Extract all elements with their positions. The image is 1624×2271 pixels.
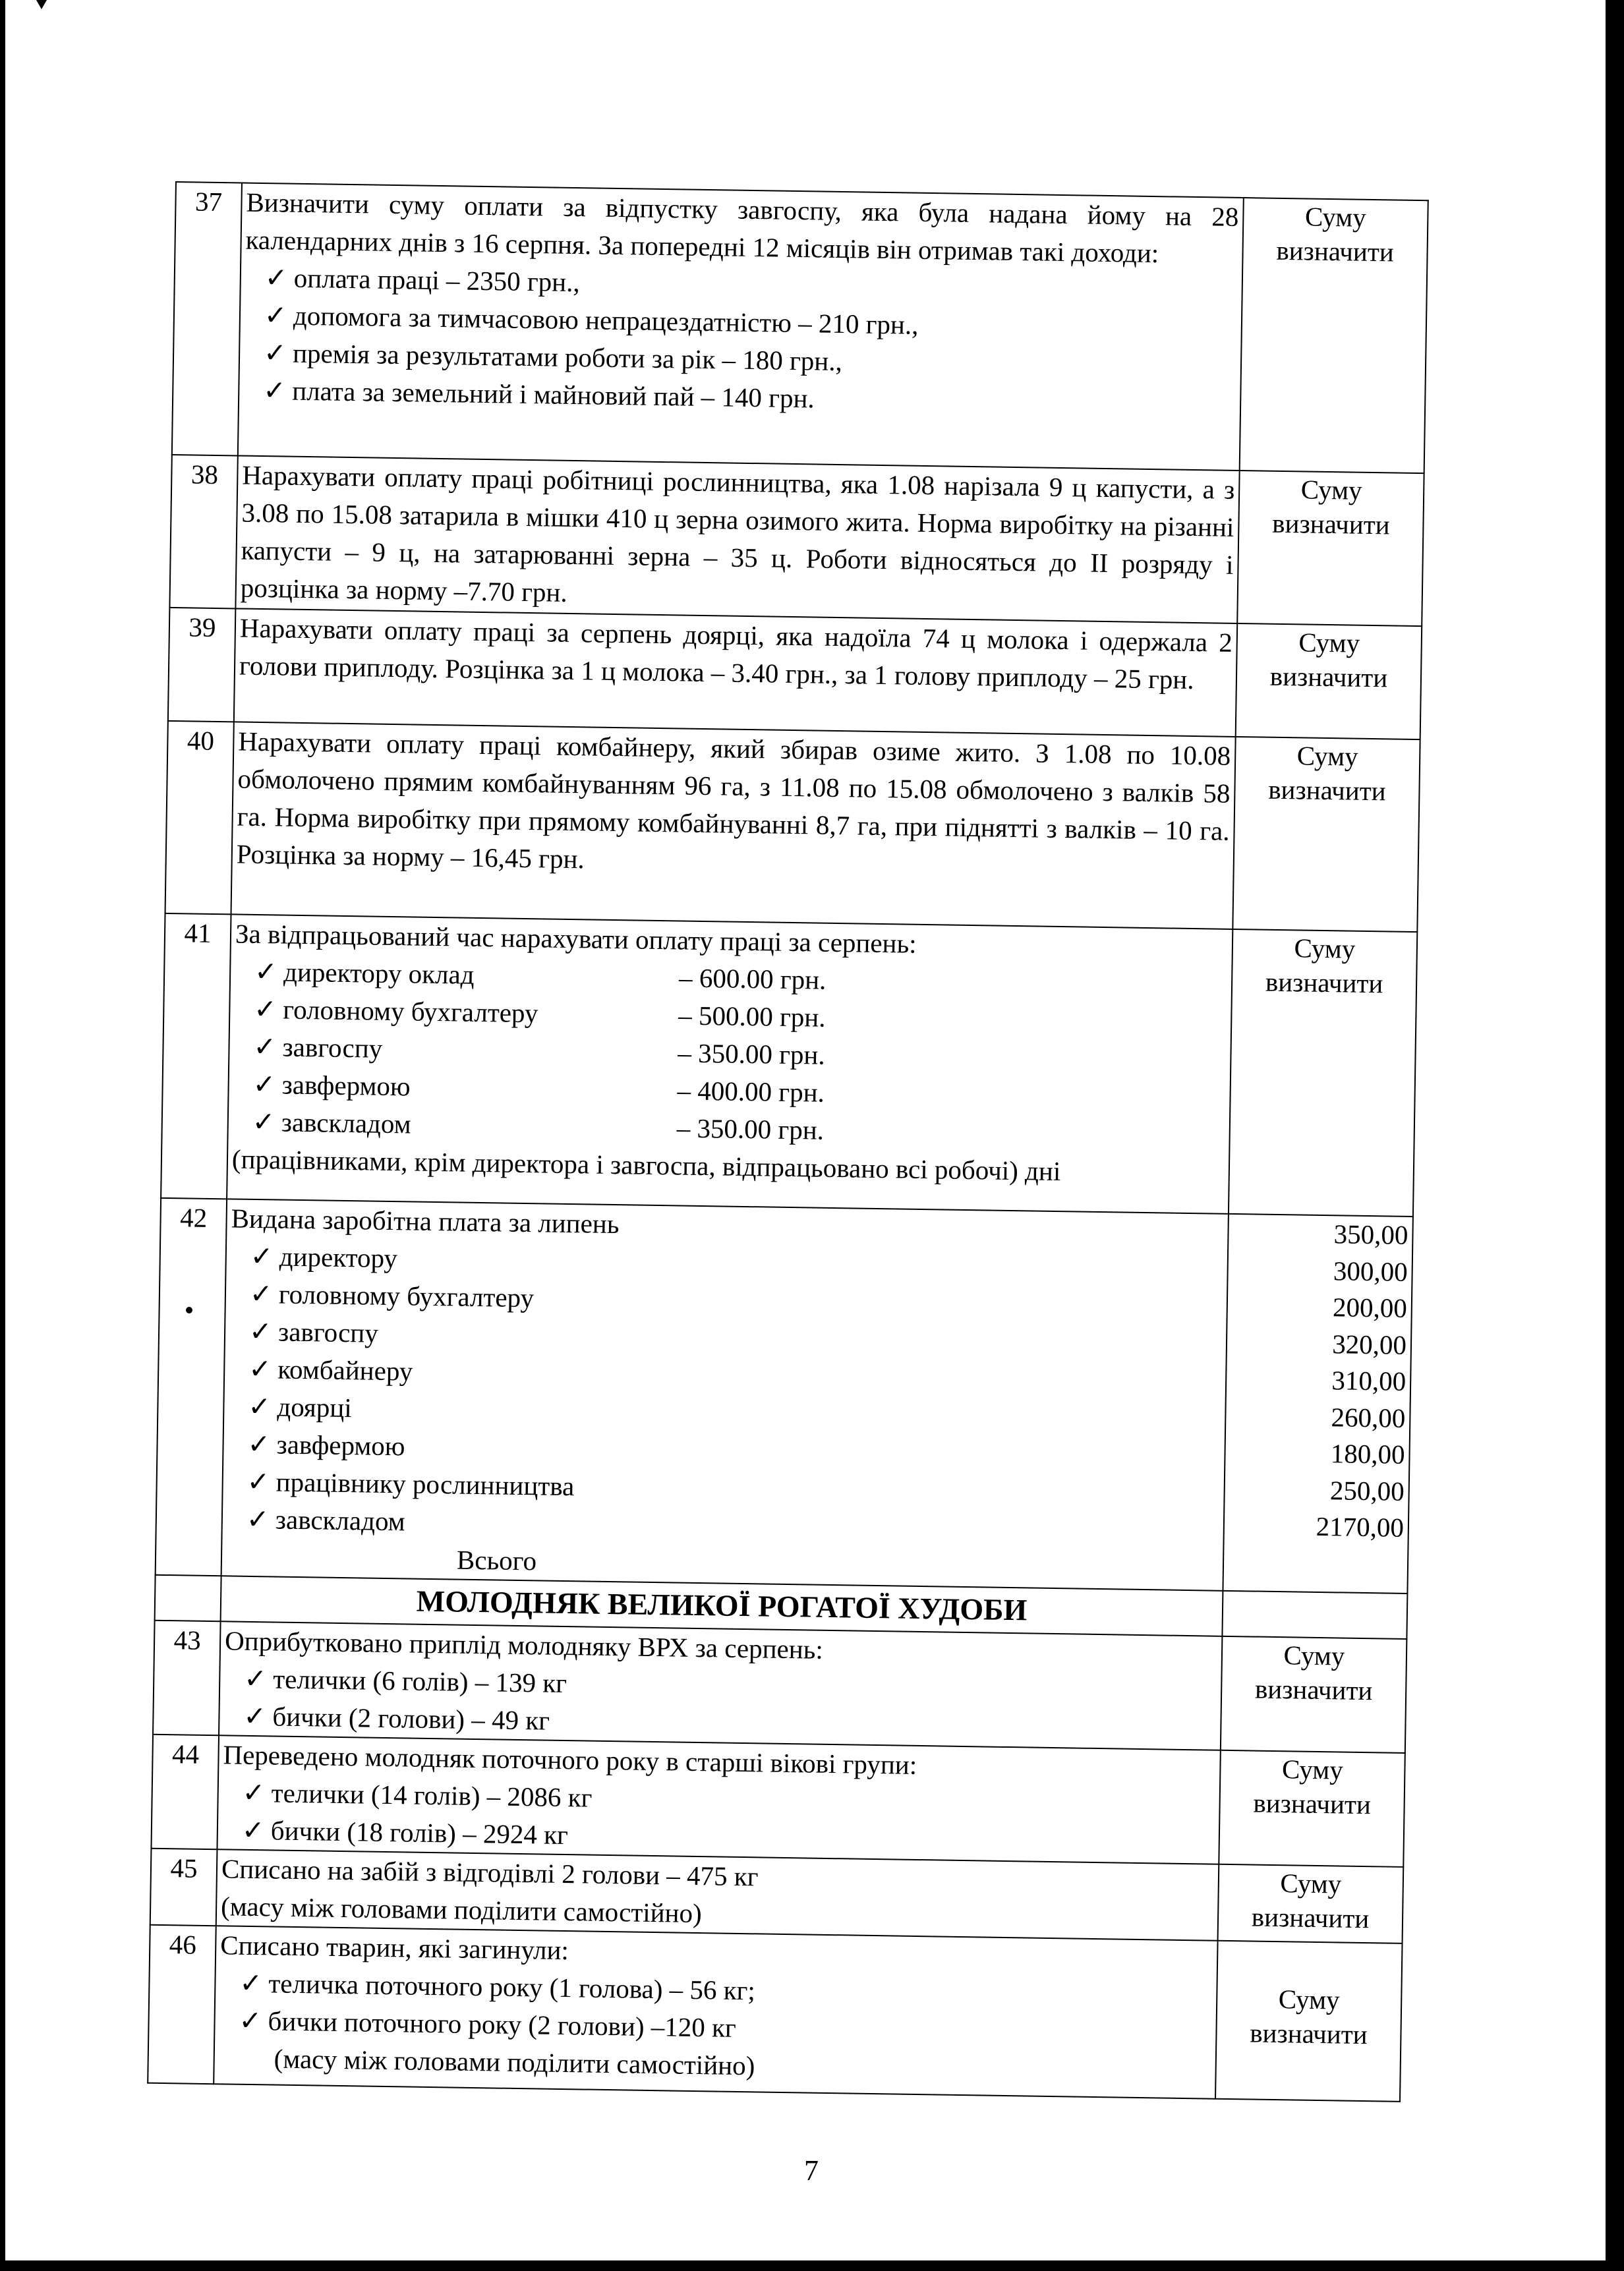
table-row-41 <box>161 913 1417 1217</box>
list-item: ✓ завскладом <box>226 1500 1219 1552</box>
task-number: 37 <box>172 182 242 455</box>
check-icon: ✓ <box>264 300 287 331</box>
list-item: ✓ телички (14 голів) – 2086 кг <box>222 1773 1215 1825</box>
list-item: ✓ директору оклад – 600.00 грн. <box>235 952 1228 1004</box>
amount-value: 350,00 <box>1333 1219 1408 1250</box>
check-icon: ✓ <box>264 262 288 293</box>
table-row-43 <box>153 1621 1406 1753</box>
task-text <box>227 914 1232 1214</box>
task-note: (масу між головами поділити самостійно) <box>220 1891 703 1929</box>
check-icon: ✓ <box>250 1240 274 1272</box>
amount-cell <box>1223 1214 1412 1594</box>
amount-cell: Суму визначити <box>1218 1864 1404 1943</box>
task-number: 38 <box>169 455 237 608</box>
task-number: 39 <box>168 608 236 722</box>
task-number: 42 <box>156 1198 227 1576</box>
task-number: 44 <box>151 1735 219 1849</box>
document-page <box>147 181 1428 2102</box>
amount-value: 200,00 <box>1332 1292 1408 1323</box>
check-icon: ✓ <box>246 1466 270 1497</box>
task-intro: Списано тварин, які загинули: <box>219 1930 569 1966</box>
check-icon: ✓ <box>252 1106 276 1137</box>
scan-edge-left <box>0 0 5 2271</box>
list-item: ✓ бички поточного року (2 голови) –120 кг <box>219 2001 1212 2054</box>
task-intro: Переведено молодняк поточного року в старші вікові групи: <box>223 1739 917 1780</box>
table-row-39 <box>168 608 1422 739</box>
check-icon: ✓ <box>248 1391 272 1422</box>
amount-value: 310,00 <box>1331 1365 1406 1396</box>
amount-value: 260,00 <box>1331 1401 1406 1433</box>
list-item: ✓ телички (6 голів) – 139 кг <box>224 1659 1217 1711</box>
section-title: МОЛОДНЯК ВЕЛИКОЇ РОГАТОЇ ХУДОБИ <box>221 1576 1223 1636</box>
check-icon: ✓ <box>252 1068 276 1100</box>
task-text: Нарахувати оплату праці за серпень доярці, яка надоїла 74 ц молока і одержала 2 голови приплоду. Розцінка за 1 ц молока – 3.40 грн., за 1 голову приплоду – 25 грн. <box>234 608 1237 737</box>
total-value: 2170,00 <box>1316 1510 1405 1543</box>
check-icon: ✓ <box>243 1700 267 1732</box>
check-icon: ✓ <box>241 1814 265 1846</box>
check-icon: ✓ <box>242 1777 266 1808</box>
amount-cell: Суму визначити <box>1240 198 1428 473</box>
check-icon: ✓ <box>253 1031 277 1062</box>
scan-edge-right <box>1606 0 1624 2271</box>
list-item: ✓ плата за земельний і майновий пай – 140 грн. <box>243 372 1236 424</box>
list-item: ✓ бички (18 голів) – 2924 кг <box>221 1811 1215 1863</box>
tasks-table <box>147 181 1429 2102</box>
amount-cell: Суму визначити <box>1237 471 1424 626</box>
table-row-44 <box>151 1735 1405 1867</box>
task-intro: Списано на забій з відгодівлі 2 голови – 475 кг <box>221 1853 759 1892</box>
amount-value: 250,00 <box>1329 1474 1405 1507</box>
list-item: ✓ головному бухгалтеру <box>230 1275 1223 1327</box>
check-icon: ✓ <box>239 2005 262 2036</box>
list-item: ✓ оплата праці – 2350 грн., <box>245 259 1238 311</box>
list-item: ✓ завфермою – 400.00 грн. <box>233 1065 1226 1117</box>
list-item: ✓ доярці <box>228 1387 1221 1439</box>
table-row-40 <box>165 721 1420 932</box>
amount-cell: Суму визначити <box>1236 623 1422 739</box>
amount-value: 320,00 <box>1331 1328 1407 1360</box>
list-item: ✓ премія за результатами роботи за рік – 180 грн., <box>244 334 1237 386</box>
amount-value: 180,00 <box>1330 1438 1405 1470</box>
task-text: Нарахувати оплату праці комбайнеру, який збирав озиме жито. З 1.08 по 10.08 обмолочено прямим комбайнуванням 96 га, з 11.08 по 15.08 обмолочено з валків 58 га. Норма виробітку при прямому комбайнуванні 8,7 га, при піднятті з валків – 10 га. Розцінка за норму – 16,45 грн. <box>231 722 1236 929</box>
task-note: (працівниками, крім директора і завгоспа, відпрацьовано всі робочі) дні <box>231 1143 1061 1187</box>
table-row-37 <box>172 182 1428 473</box>
check-icon: ✓ <box>263 337 287 368</box>
total-label: Всього <box>456 1544 537 1576</box>
table-row-46 <box>148 1925 1402 2102</box>
list-item: ✓ завгоспу – 350.00 грн. <box>233 1027 1227 1079</box>
list-item: ✓ директору <box>230 1237 1223 1289</box>
task-number: 41 <box>161 913 231 1199</box>
task-text <box>214 1926 1217 2099</box>
check-icon: ✓ <box>254 993 277 1025</box>
task-text <box>238 183 1244 471</box>
task-intro: За відпрацьований час нарахувати оплату праці за серпень: <box>235 918 917 959</box>
check-icon: ✓ <box>248 1353 272 1385</box>
check-icon: ✓ <box>243 1663 268 1694</box>
list-item: ✓ теличка поточного року (1 голова) – 56 кг; <box>219 1964 1213 2016</box>
task-number: 43 <box>153 1621 221 1735</box>
list-item: ✓ завгоспу <box>229 1312 1223 1364</box>
task-number: 45 <box>150 1849 218 1926</box>
check-icon: ✓ <box>247 1428 271 1460</box>
list-item: ✓ комбайнеру <box>229 1350 1222 1402</box>
task-intro: Оприбутковано приплід молодняку ВРХ за серпень: <box>224 1625 824 1665</box>
table-row-38 <box>169 455 1424 626</box>
amount-cell: Суму визначити <box>1215 1941 1403 2102</box>
check-icon: ✓ <box>248 1315 272 1347</box>
scan-notch <box>36 0 47 9</box>
check-icon: ✓ <box>262 375 287 406</box>
task-text <box>221 1199 1229 1590</box>
task-text <box>217 1735 1220 1864</box>
list-item: ✓ головному бухгалтеру – 500.00 грн. <box>234 990 1227 1042</box>
task-number: 46 <box>148 1925 216 2084</box>
amount-cell: Суму визначити <box>1221 1636 1407 1753</box>
list-item: ✓ допомога за тимчасовою непрацездатністю – 210 грн., <box>245 297 1238 349</box>
task-text: Нарахувати оплату праці робітниці рослинництва, яка 1.08 нарізала 9 ц капусти, а з 3.08 по 15.08 затарила в мішки 410 ц зерна озимого жита. Норма виробітку на різанні капусти – 9 ц, на затарюванні зерна – 35 ц. Роботи відносяться до ІІ розряду і розцінка за норму –7.70 грн. <box>235 455 1239 623</box>
list-item: ✓ завскладом – 350.00 грн. <box>232 1103 1225 1155</box>
list-item: ✓ бички (2 голови) – 49 кг <box>223 1697 1217 1749</box>
check-icon: ✓ <box>246 1503 270 1535</box>
amount-cell: Суму визначити <box>1229 929 1417 1217</box>
task-intro: Визначити суму оплати за відпустку завгоспу, яка була надана йому на 28 календарних днів з 16 серпня. За попередні 12 місяців він отримав такі доходи: <box>245 187 1239 269</box>
check-icon: ✓ <box>254 956 277 987</box>
check-icon: ✓ <box>249 1278 273 1309</box>
task-intro: Видана заробітна плата за липень <box>231 1203 620 1240</box>
list-item: ✓ завфермою <box>227 1425 1221 1477</box>
task-text <box>219 1621 1222 1750</box>
scan-edge-bottom <box>0 2260 1624 2271</box>
list-item: ✓ працівнику рослинництва <box>227 1462 1220 1514</box>
amount-cell: Суму визначити <box>1232 737 1420 932</box>
check-icon: ✓ <box>239 1967 263 1999</box>
amount-value: 300,00 <box>1333 1255 1408 1287</box>
amount-cell: Суму визначити <box>1219 1750 1405 1867</box>
page-number: 7 <box>804 2154 819 2187</box>
table-row-42 <box>156 1198 1413 1594</box>
task-text <box>216 1849 1219 1941</box>
task-note: (масу між головами поділити самостійно) <box>274 2043 755 2081</box>
task-number: 40 <box>165 721 234 914</box>
